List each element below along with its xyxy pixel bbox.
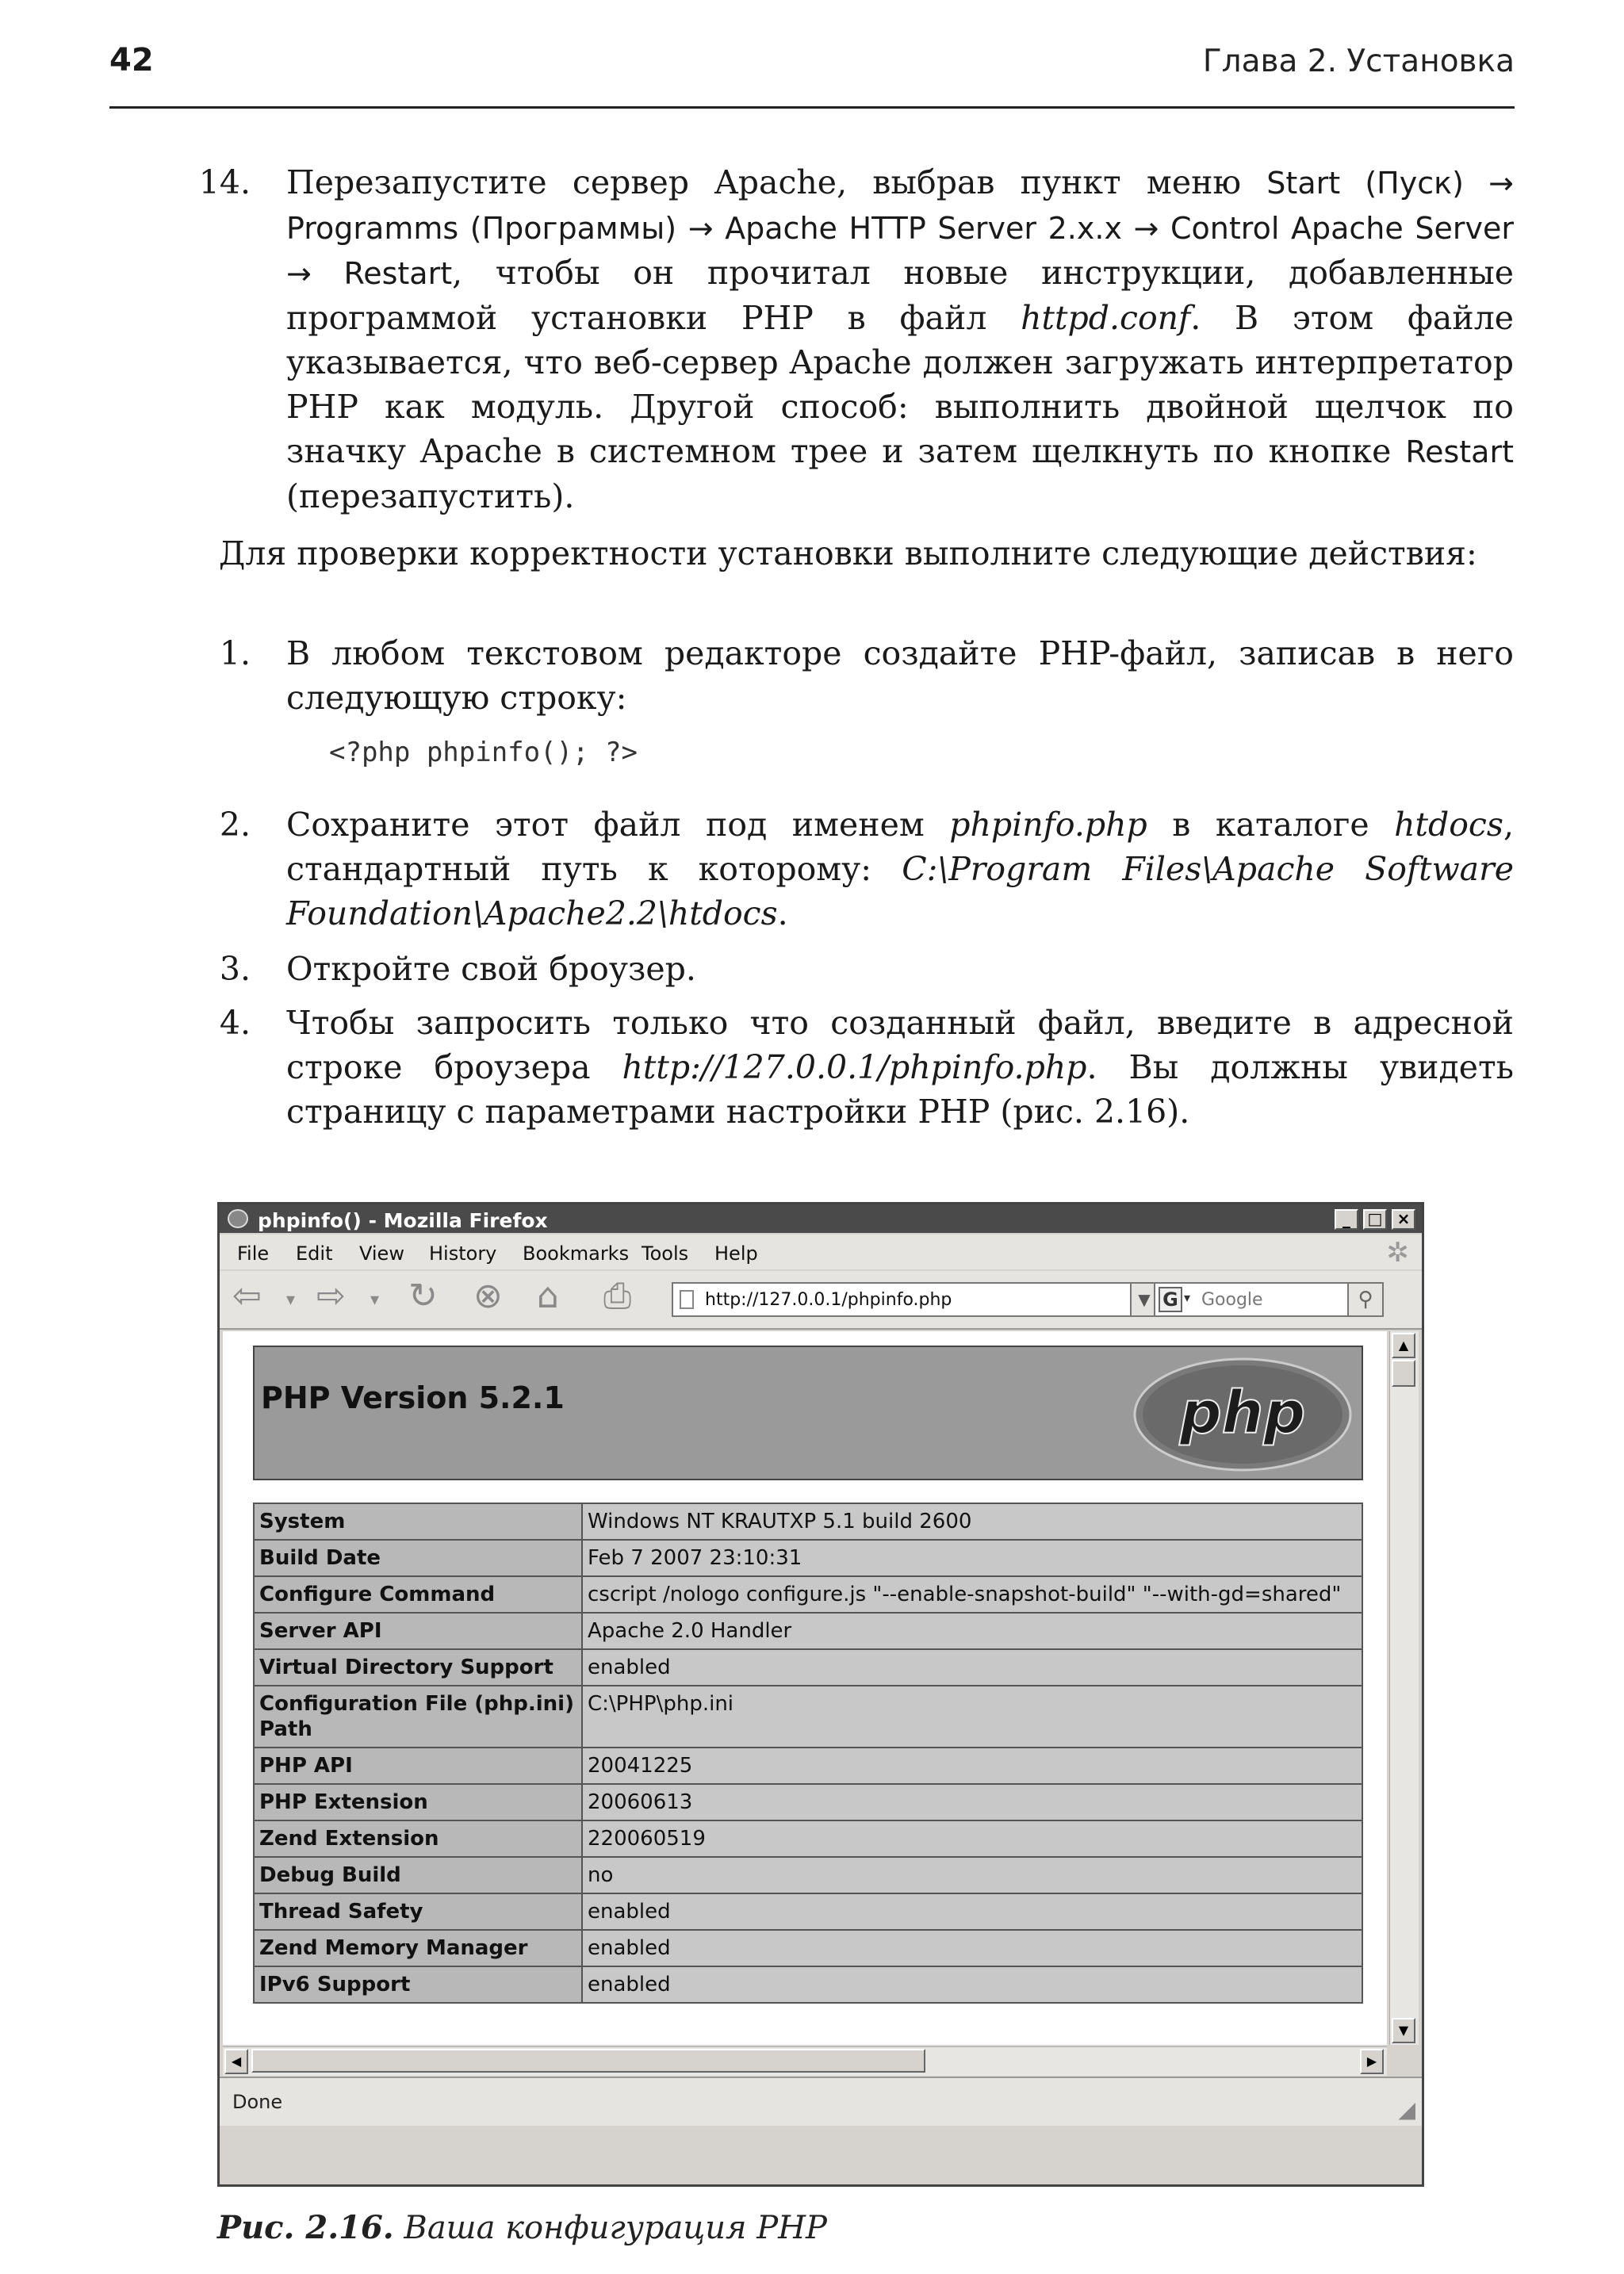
- filename-httpd-conf: httpd.conf: [1021, 299, 1191, 337]
- forward-icon[interactable]: ⇨: [316, 1276, 346, 1316]
- step-2-part: в каталоге: [1147, 806, 1395, 844]
- horizontal-scrollbar[interactable]: [223, 2046, 1387, 2076]
- menu-bookmarks[interactable]: Bookmarks: [523, 1242, 630, 1265]
- table-key: Thread Safety: [254, 1893, 582, 1930]
- table-key: Build Date: [254, 1540, 582, 1576]
- table-row: [254, 1966, 1362, 2003]
- intro-paragraph: Для проверки корректности установки выполните следующие действия:: [219, 534, 1477, 572]
- caption-label: Рис. 2.16.: [217, 2209, 394, 2246]
- table-key: Virtual Directory Support: [254, 1649, 582, 1686]
- throbber-icon: ✲: [1386, 1237, 1409, 1269]
- menu-view[interactable]: View: [359, 1242, 404, 1265]
- table-row: [254, 1748, 1362, 1784]
- table-row: [254, 1649, 1362, 1686]
- address-dropdown-icon[interactable]: ▼: [1130, 1282, 1159, 1317]
- table-key: Server API: [254, 1613, 582, 1649]
- step-14-part: Перезапустите сервер Apache, выбрав пункт меню: [286, 163, 1267, 201]
- vertical-scroll-thumb[interactable]: [1392, 1360, 1415, 1387]
- table-row: [254, 1784, 1362, 1820]
- table-value: 20060613: [582, 1784, 1362, 1820]
- table-value: cscript /nologo configure.js "--enable-snapshot-build" "--with-gd=shared": [582, 1576, 1362, 1613]
- status-bar: [220, 2077, 1422, 2126]
- path-htdocs: C:\Program Files\Apache Software Foundation\Apache2.2\htdocs: [286, 850, 1514, 932]
- table-value: Feb 7 2007 23:10:31: [582, 1540, 1362, 1576]
- list-number-1: 1.: [219, 634, 251, 672]
- list-number-3: 3.: [219, 950, 251, 988]
- table-value: enabled: [582, 1649, 1362, 1686]
- search-engine-dropdown-icon[interactable]: ▾: [1184, 1290, 1191, 1305]
- scroll-right-icon[interactable]: ▶: [1360, 2049, 1384, 2074]
- browser-window: [217, 1202, 1424, 2187]
- horizontal-scroll-thumb[interactable]: [251, 2049, 925, 2073]
- table-key: Configure Command: [254, 1576, 582, 1613]
- maximize-button[interactable]: □: [1363, 1209, 1387, 1230]
- step-14-text: [286, 160, 1514, 519]
- reload-icon[interactable]: ↻: [408, 1276, 438, 1316]
- step-4-part: Чтобы запросить только что созданный файл, введите в адресной строке броузера: [286, 1004, 1514, 1086]
- table-value: C:\PHP\php.ini: [582, 1686, 1362, 1748]
- minimize-button[interactable]: _: [1335, 1209, 1358, 1230]
- table-key: Configuration File (php.ini) Path: [254, 1686, 582, 1748]
- home-icon[interactable]: ⌂: [537, 1276, 559, 1316]
- menu-help[interactable]: Help: [714, 1242, 758, 1265]
- table-row: [254, 1540, 1362, 1576]
- php-logo-text: php: [1179, 1379, 1306, 1447]
- table-value: enabled: [582, 1966, 1362, 2003]
- scroll-up-icon[interactable]: ▲: [1392, 1333, 1415, 1358]
- restart-label: Restart: [1405, 435, 1514, 469]
- php-version-title: PHP Version 5.2.1: [261, 1380, 565, 1415]
- menu-path: Start (Пуск) → Programms (Программы) → Apache HTTP Server 2.x.x → Control Apache Server → Restart: [286, 166, 1514, 291]
- address-url: http://127.0.0.1/phpinfo.php: [705, 1290, 952, 1310]
- table-value: enabled: [582, 1930, 1362, 1966]
- menu-edit[interactable]: Edit: [296, 1242, 333, 1265]
- search-input[interactable]: [1154, 1282, 1384, 1317]
- page-icon: [680, 1290, 694, 1309]
- window-title: phpinfo() - Mozilla Firefox: [258, 1209, 548, 1232]
- page-number: 42: [109, 42, 154, 78]
- menu-tools[interactable]: Tools: [642, 1242, 689, 1265]
- step-4-part: . Вы должны увидеть страницу с параметрами настройки PHP (рис. 2.16).: [286, 1048, 1514, 1131]
- table-row: [254, 1613, 1362, 1649]
- table-row: [254, 1686, 1362, 1748]
- address-bar[interactable]: [672, 1282, 1132, 1317]
- vertical-scrollbar[interactable]: [1389, 1331, 1419, 2045]
- url-phpinfo: http://127.0.0.1/phpinfo.php: [622, 1048, 1087, 1086]
- search-engine-icon[interactable]: G: [1159, 1287, 1182, 1312]
- back-icon[interactable]: ⇦: [232, 1276, 262, 1316]
- table-key: PHP API: [254, 1748, 582, 1784]
- step-2-text: [286, 802, 1514, 936]
- step-2-part: .: [777, 894, 788, 932]
- title-bar: [220, 1204, 1422, 1233]
- table-value: 220060519: [582, 1820, 1362, 1857]
- table-row: [254, 1820, 1362, 1857]
- table-key: Debug Build: [254, 1857, 582, 1893]
- figure-caption: [217, 2209, 827, 2246]
- print-icon[interactable]: ⎙: [603, 1276, 632, 1316]
- step-14-part: (перезапустить).: [286, 477, 575, 515]
- menu-history[interactable]: History: [429, 1242, 497, 1265]
- step-2-part: , стандартный путь к которому:: [286, 806, 1514, 888]
- page-content: [223, 1331, 1387, 2045]
- table-value: Apache 2.0 Handler: [582, 1613, 1362, 1649]
- table-value: 20041225: [582, 1748, 1362, 1784]
- table-value: Windows NT KRAUTXP 5.1 build 2600: [582, 1503, 1362, 1540]
- list-number-4: 4.: [219, 1004, 251, 1042]
- forward-dropdown-icon[interactable]: ▾: [370, 1290, 380, 1310]
- table-key: Zend Memory Manager: [254, 1930, 582, 1966]
- search-placeholder: Google: [1201, 1290, 1263, 1310]
- step-4-text: [286, 1001, 1514, 1134]
- resize-grip-icon[interactable]: ◢: [1398, 2096, 1415, 2123]
- search-go-icon[interactable]: ⚲: [1347, 1282, 1384, 1317]
- close-button[interactable]: ×: [1392, 1209, 1415, 1230]
- php-logo: [1132, 1355, 1354, 1474]
- header-rule: [109, 106, 1515, 109]
- table-key: PHP Extension: [254, 1784, 582, 1820]
- table-key: Zend Extension: [254, 1820, 582, 1857]
- step-3-text: Откройте свой броузер.: [286, 950, 696, 988]
- dirname-htdocs: htdocs: [1394, 806, 1503, 844]
- stop-icon[interactable]: ⊗: [473, 1276, 503, 1316]
- firefox-icon: [228, 1209, 248, 1228]
- list-number-2: 2.: [219, 806, 251, 844]
- table-value: enabled: [582, 1893, 1362, 1930]
- step-1-text: В любом текстовом редакторе создайте PHP-файл, записав в него следующую строку:: [286, 634, 1514, 717]
- navigation-toolbar: [220, 1271, 1422, 1330]
- menu-file[interactable]: File: [237, 1242, 270, 1265]
- table-row: [254, 1576, 1362, 1613]
- back-dropdown-icon[interactable]: ▾: [286, 1290, 296, 1310]
- menu-bar: [220, 1235, 1422, 1269]
- table-value: no: [582, 1857, 1362, 1893]
- scroll-left-icon[interactable]: ◀: [224, 2049, 248, 2074]
- chapter-title: Глава 2. Установка: [1202, 44, 1515, 79]
- table-row: [254, 1930, 1362, 1966]
- phpinfo-table: [253, 1503, 1363, 2004]
- table-row: [254, 1503, 1362, 1540]
- step-2-part: Сохраните этот файл под именем: [286, 806, 950, 844]
- step-14-part: . В этом файле указывается, что веб-сервер Apache должен загружать интерпретатор PHP как модуль. Другой способ: выполнить двойной щелчок по значку Apache в системном трее и затем щелкнуть по кнопке: [286, 299, 1514, 470]
- list-number-14: 14.: [198, 163, 251, 201]
- caption-text: Ваша конфигурация PHP: [393, 2210, 827, 2246]
- table-row: [254, 1893, 1362, 1930]
- scroll-down-icon[interactable]: ▼: [1392, 2018, 1415, 2043]
- code-snippet: <?php phpinfo(); ?>: [329, 737, 638, 768]
- step-14-part: , чтобы он прочитал новые инструкции, добавленные программой установки PHP в файл: [286, 254, 1515, 337]
- table-row: [254, 1857, 1362, 1893]
- php-version-banner: [253, 1346, 1363, 1480]
- table-key: System: [254, 1503, 582, 1540]
- table-key: IPv6 Support: [254, 1966, 582, 2003]
- status-text: Done: [232, 2091, 283, 2113]
- filename-phpinfo: phpinfo.php: [949, 806, 1147, 844]
